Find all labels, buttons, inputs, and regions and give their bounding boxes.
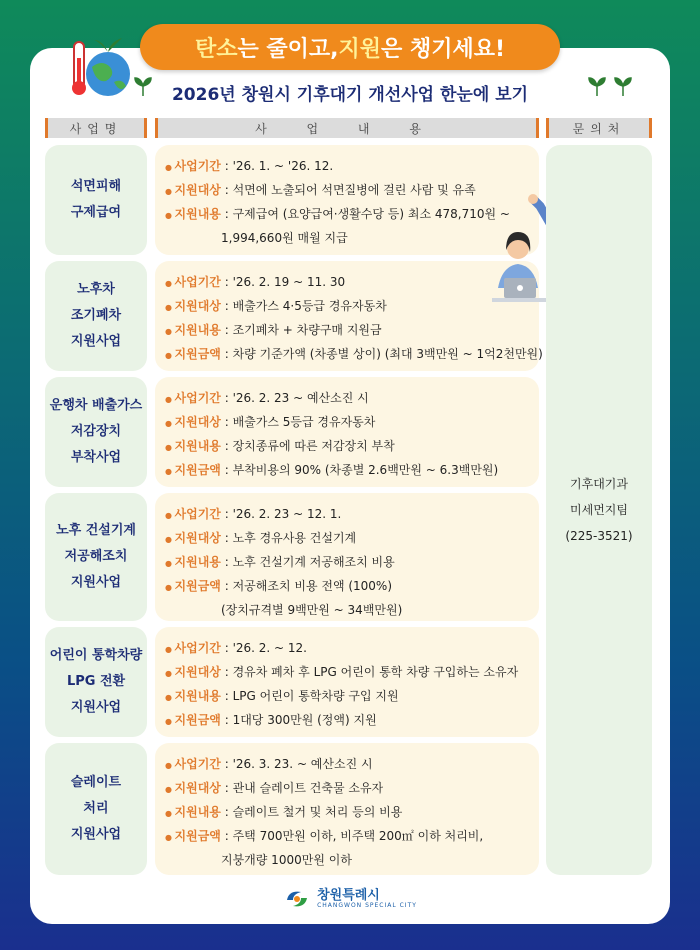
- contact-phone: (225-3521): [565, 529, 633, 543]
- detail-continuation: 지붕개량 1000만원 이하: [221, 853, 352, 867]
- separator: :: [220, 299, 233, 313]
- program-name-line: 지원사업: [70, 700, 122, 715]
- city-logo: [0, 888, 700, 910]
- banner-part1: 탄소: [194, 36, 238, 62]
- detail-line: [165, 685, 531, 709]
- detail-label: 사업기간: [174, 641, 221, 655]
- detail-label: 지원금액: [174, 463, 221, 477]
- detail-label: 지원내용: [174, 323, 221, 337]
- contact-team: 미세먼지팀: [570, 503, 628, 517]
- detail-text: 부착비용의 90% (차종별 2.6백만원 ~ 6.3백만원): [232, 463, 499, 477]
- detail-line: [165, 661, 531, 685]
- bullet-icon: ●: [165, 467, 175, 476]
- detail-line: [165, 709, 531, 733]
- detail-line: [165, 777, 531, 801]
- banner-part2: 는 줄이고,: [237, 36, 339, 62]
- bullet-icon: ●: [165, 443, 175, 452]
- detail-line: [165, 179, 531, 203]
- detail-text: '26. 1. ~ '26. 12.: [232, 159, 334, 173]
- program-name-lines: [71, 277, 121, 355]
- detail-label: 지원대상: [174, 415, 221, 429]
- detail-text: 구제급여 (요양급여·생활수당 등) 최소 478,710원 ~: [232, 207, 510, 221]
- separator: :: [220, 183, 233, 197]
- page-subtitle: 2026년 창원시 기후대기 개선사업 한눈에 보기: [171, 85, 529, 105]
- logo-sub: CHANGWON SPECIAL CITY: [317, 902, 417, 909]
- detail-label: 사업기간: [174, 757, 221, 771]
- separator: :: [220, 829, 233, 843]
- program-name-lines: [56, 518, 136, 596]
- detail-line: [165, 411, 531, 435]
- detail-text: '26. 2. ~ 12.: [232, 641, 307, 655]
- program-name-line: 운행차 배출가스: [49, 398, 143, 413]
- detail-text: 배출가스 5등급 경유자동차: [232, 415, 376, 429]
- header-content: 사 업 내 용: [155, 118, 539, 138]
- bullet-icon: ●: [165, 395, 175, 404]
- separator: :: [220, 207, 233, 221]
- bullet-icon: ●: [165, 785, 175, 794]
- bullet-icon: ●: [165, 351, 175, 360]
- detail-label: 지원내용: [174, 689, 221, 703]
- detail-continuation: (장치규격별 9백만원 ~ 34백만원): [221, 603, 403, 617]
- detail-text: 1대당 300만원 (정액) 지원: [232, 713, 377, 727]
- detail-line: [165, 295, 531, 319]
- bullet-icon: ●: [165, 511, 175, 520]
- bullet-icon: ●: [165, 211, 175, 220]
- bullet-icon: ●: [165, 693, 175, 702]
- separator: :: [220, 531, 233, 545]
- program-name-line: 어린이 통학차량: [49, 648, 143, 663]
- separator: :: [220, 689, 233, 703]
- detail-line: [165, 801, 531, 825]
- detail-line: [165, 203, 531, 227]
- bullet-icon: ●: [165, 279, 175, 288]
- detail-text: 조기폐차 + 차량구매 지원금: [232, 323, 382, 337]
- detail-text: 장치종류에 따른 저감장치 부착: [232, 439, 395, 453]
- detail-label: 지원대상: [174, 531, 221, 545]
- program-name-line: 노후차: [77, 282, 115, 297]
- bullet-icon: ●: [165, 535, 175, 544]
- contact-cell: [546, 145, 652, 875]
- program-name-line: 저감장치: [70, 424, 122, 439]
- program-name-lines: [71, 770, 121, 848]
- detail-text: 슬레이트 철거 및 처리 등의 비용: [232, 805, 403, 819]
- bullet-icon: ●: [165, 645, 175, 654]
- detail-text: 노후 경유사용 건설기계: [232, 531, 357, 545]
- detail-line: [165, 503, 531, 527]
- program-name-line: 처리: [83, 801, 109, 816]
- program-name-line: 노후 건설기계: [56, 523, 136, 538]
- program-name: [45, 627, 147, 737]
- detail-label: 지원금액: [174, 579, 221, 593]
- detail-text: '26. 2. 23 ~ 예산소진 시: [232, 391, 369, 405]
- detail-label: 사업기간: [174, 391, 221, 405]
- detail-label: 사업기간: [174, 507, 221, 521]
- detail-label: 지원금액: [174, 829, 221, 843]
- detail-label: 지원대상: [174, 781, 221, 795]
- detail-label: 지원대상: [174, 183, 221, 197]
- bullet-icon: ●: [165, 669, 175, 678]
- detail-text: 노후 건설기계 저공해조치 비용: [232, 555, 395, 569]
- detail-label: 지원금액: [174, 347, 221, 361]
- bullet-icon: ●: [165, 761, 175, 770]
- separator: :: [220, 323, 233, 337]
- program-name-line: LPG 전환: [66, 674, 126, 689]
- program-name: [45, 261, 147, 371]
- separator: :: [220, 665, 233, 679]
- detail-label: 지원금액: [174, 713, 221, 727]
- detail-line: [165, 527, 531, 551]
- title-banner: [140, 24, 560, 70]
- header-name: 사업명: [45, 118, 147, 138]
- detail-line: [165, 319, 531, 343]
- separator: :: [220, 439, 233, 453]
- bullet-icon: ●: [165, 583, 175, 592]
- detail-text: LPG 어린이 통학차량 구입 지원: [232, 689, 399, 703]
- program-name-line: 슬레이트: [70, 775, 122, 790]
- separator: :: [220, 555, 233, 569]
- detail-line: [165, 459, 531, 483]
- detail-text: 경유차 폐차 후 LPG 어린이 통학 차량 구입하는 소유자: [232, 665, 519, 679]
- bullet-icon: ●: [165, 327, 175, 336]
- detail-label: 사업기간: [174, 159, 221, 173]
- detail-line: [165, 825, 531, 849]
- detail-label: 지원내용: [174, 555, 221, 569]
- program-details: [155, 261, 543, 371]
- program-details: [155, 493, 539, 621]
- program-name-lines: [50, 643, 142, 721]
- detail-text: 관내 슬레이트 건축물 소유자: [232, 781, 384, 795]
- detail-label: 지원내용: [174, 439, 221, 453]
- separator: :: [220, 415, 233, 429]
- separator: :: [220, 159, 233, 173]
- detail-text: 석면에 노출되어 석면질병에 걸린 사람 및 유족: [232, 183, 476, 197]
- detail-text: 배출가스 4·5등급 경유자동차: [232, 299, 387, 313]
- program-name: [45, 743, 147, 875]
- bullet-icon: ●: [165, 717, 175, 726]
- program-name-line: 부착사업: [70, 450, 122, 465]
- bullet-icon: ●: [165, 833, 175, 842]
- program-name-line: 지원사업: [70, 334, 122, 349]
- detail-line: [165, 753, 531, 777]
- program-name: [45, 145, 147, 255]
- bullet-icon: ●: [165, 419, 175, 428]
- detail-text: 차량 기준가액 (차종별 상이) (최대 3백만원 ~ 1억2천만원): [232, 347, 543, 361]
- logo-name: 창원특례시: [317, 888, 380, 903]
- program-name-line: 지원사업: [70, 575, 122, 590]
- program-name-line: 구제급여: [70, 205, 122, 220]
- detail-label: 사업기간: [174, 275, 221, 289]
- separator: :: [220, 757, 233, 771]
- detail-text: '26. 2. 23 ~ 12. 1.: [232, 507, 342, 521]
- detail-line: [165, 551, 531, 575]
- contact-dept: 기후대기과: [570, 477, 628, 491]
- detail-line: [165, 435, 531, 459]
- program-name-lines: [71, 174, 121, 226]
- bullet-icon: ●: [165, 187, 175, 196]
- separator: :: [220, 463, 233, 477]
- detail-text: 주택 700만원 이하, 비주택 200㎡ 이하 처리비,: [232, 829, 484, 843]
- header-contact: 문의처: [546, 118, 652, 138]
- program-name-lines: [50, 393, 142, 471]
- detail-continuation: 1,994,660원 매월 지급: [221, 231, 348, 245]
- banner-part3: 지원: [338, 36, 382, 62]
- program-name-line: 석면피해: [70, 179, 122, 194]
- separator: :: [220, 275, 233, 289]
- program-name: [45, 493, 147, 621]
- detail-line: [165, 387, 531, 411]
- detail-text: 저공해조치 비용 전액 (100%): [232, 579, 393, 593]
- detail-text: '26. 3. 23. ~ 예산소진 시: [232, 757, 373, 771]
- program-details: [155, 145, 539, 255]
- separator: :: [220, 579, 233, 593]
- detail-line: [165, 155, 531, 179]
- separator: :: [220, 391, 233, 405]
- bullet-icon: ●: [165, 303, 175, 312]
- program-details: [155, 627, 539, 737]
- detail-label: 지원대상: [174, 299, 221, 313]
- detail-line: [165, 271, 531, 295]
- detail-label: 지원내용: [174, 207, 221, 221]
- changwon-logo-icon: [283, 888, 311, 910]
- detail-line: [165, 637, 531, 661]
- detail-label: 지원대상: [174, 665, 221, 679]
- program-name-line: 지원사업: [70, 827, 122, 842]
- detail-label: 지원내용: [174, 805, 221, 819]
- program-details: [155, 377, 539, 487]
- program-details: [155, 743, 539, 875]
- program-name-line: 조기폐차: [70, 308, 122, 323]
- bullet-icon: ●: [165, 559, 175, 568]
- separator: :: [220, 507, 233, 521]
- program-name: [45, 377, 147, 487]
- separator: :: [220, 641, 233, 655]
- bullet-icon: ●: [165, 809, 175, 818]
- separator: :: [220, 713, 233, 727]
- detail-line: [165, 343, 543, 367]
- separator: :: [220, 347, 233, 361]
- detail-text: '26. 2. 19 ~ 11. 30: [232, 275, 346, 289]
- banner-part4: 은 챙기세요!: [381, 36, 505, 62]
- separator: :: [220, 805, 233, 819]
- detail-line: [165, 575, 531, 599]
- program-name-line: 저공해조치: [64, 549, 128, 564]
- separator: :: [220, 781, 233, 795]
- bullet-icon: ●: [165, 163, 175, 172]
